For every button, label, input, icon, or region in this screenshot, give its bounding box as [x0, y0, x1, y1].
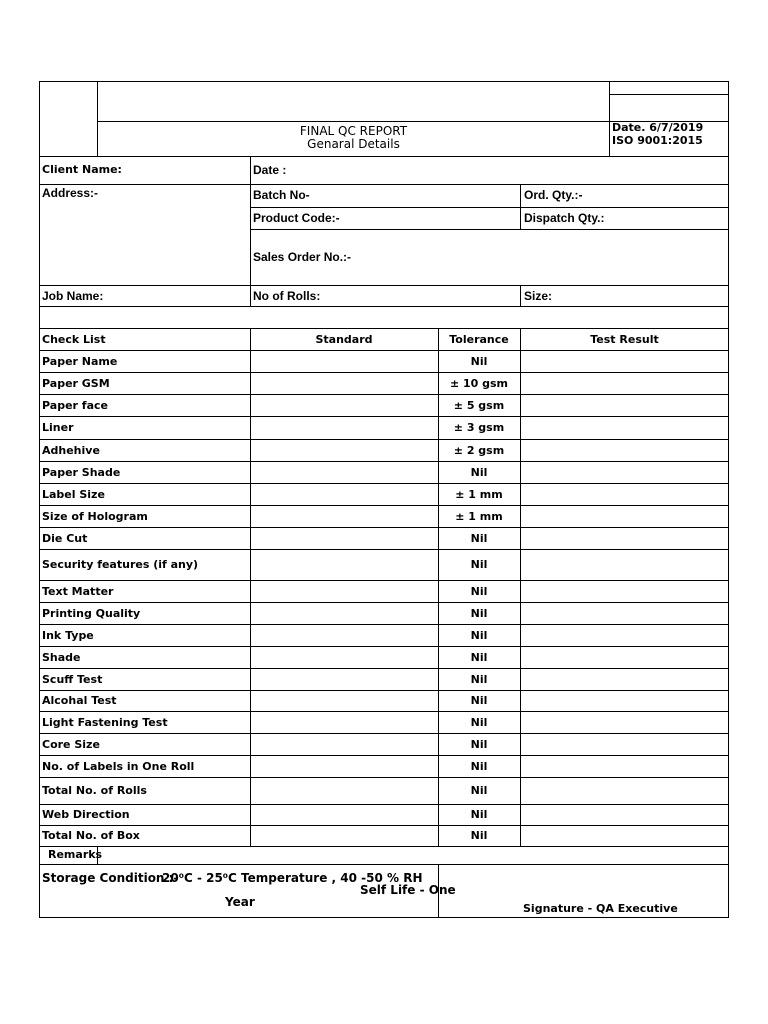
divider: [97, 121, 609, 122]
tolerance-value: Nil: [470, 584, 488, 598]
divider: [250, 156, 251, 306]
checklist-item: Alcohal Test: [42, 694, 117, 707]
divider: [39, 184, 729, 185]
job-name-label: Job Name:: [42, 289, 104, 303]
tolerance-value: Nil: [470, 829, 488, 842]
checklist-item: Paper Shade: [42, 465, 121, 479]
remarks-label: Remarks: [48, 848, 103, 861]
tolerance-value: ± 1 mm: [455, 509, 503, 523]
checklist-item: No. of Labels in One Roll: [42, 759, 195, 773]
divider: [520, 184, 521, 229]
tolerance-value: Nil: [470, 606, 488, 620]
divider: [39, 306, 729, 307]
tolerance-value: ± 2 gsm: [453, 443, 505, 457]
divider: [39, 864, 729, 865]
divider: [520, 285, 521, 306]
checklist-item: Size of Hologram: [42, 509, 148, 523]
checklist-item: Light Fastening Test: [42, 715, 168, 729]
checklist-item: Paper face: [42, 398, 108, 412]
divider: [609, 81, 610, 157]
self-life-text: Self Life - One: [360, 883, 456, 897]
checklist-item: Shade: [42, 650, 81, 664]
checklist-item: Liner: [42, 421, 74, 434]
divider: [520, 328, 521, 846]
storage-temperature: 20⁰C - 25⁰C Temperature , 40 -50 % RH: [162, 871, 423, 885]
address-label: Address:-: [42, 186, 99, 200]
divider: [250, 328, 251, 846]
tolerance-value: Nil: [470, 672, 488, 686]
batch-no-label: Batch No-: [253, 188, 310, 202]
tolerance-value: ± 3 gsm: [453, 421, 505, 434]
divider: [250, 207, 729, 208]
checklist-item: Paper Name: [42, 354, 118, 368]
checklist-item: Total No. of Rolls: [42, 784, 147, 797]
tolerance-value: Nil: [470, 759, 488, 773]
checklist-item: Die Cut: [42, 531, 88, 545]
tolerance-value: Nil: [470, 558, 488, 571]
tolerance-value: Nil: [470, 715, 488, 729]
tolerance-value: ± 5 gsm: [453, 398, 505, 412]
tolerance-value: Nil: [470, 808, 488, 821]
tolerance-value: Nil: [470, 465, 488, 479]
divider: [39, 846, 729, 847]
tolerance-value: Nil: [470, 354, 488, 368]
date-field-label: Date :: [253, 163, 287, 177]
storage-condition-label: Storage Condition :-: [42, 871, 179, 885]
column-header-standard: Standard: [315, 332, 373, 346]
divider: [609, 94, 729, 95]
tolerance-value: Nil: [470, 628, 488, 642]
divider: [39, 156, 729, 157]
checklist-item: Total No. of Box: [42, 829, 140, 842]
product-code-label: Product Code:-: [253, 211, 340, 225]
checklist-item: Scuff Test: [42, 672, 103, 686]
tolerance-value: Nil: [470, 531, 488, 545]
dispatch-qty-label: Dispatch Qty.:: [524, 211, 605, 225]
checklist-item: Security features (if any): [42, 558, 199, 571]
tolerance-value: ± 10 gsm: [449, 376, 509, 390]
checklist-item: Text Matter: [42, 584, 114, 598]
report-title: FINAL QC REPORT: [299, 124, 408, 138]
iso-label: ISO 9001:2015: [612, 134, 703, 147]
client-name-label: Client Name:: [42, 163, 122, 176]
divider: [250, 229, 729, 230]
column-header-test-result: Test Result: [590, 332, 659, 346]
date-label: Date. 6/7/2019: [612, 121, 704, 134]
size-label: Size:: [524, 289, 553, 303]
tolerance-value: Nil: [470, 694, 488, 707]
divider: [39, 285, 729, 286]
checklist-item: Label Size: [42, 487, 105, 501]
checklist-item: Printing Quality: [42, 606, 141, 620]
tolerance-value: Nil: [470, 737, 488, 751]
tolerance-value: Nil: [470, 650, 488, 664]
column-header-tolerance: Tolerance: [449, 332, 509, 346]
checklist-item: Core Size: [42, 737, 100, 751]
checklist-item: Adhehive: [42, 443, 100, 457]
column-header-check-list: Check List: [42, 332, 106, 346]
no-of-rolls-label: No of Rolls:: [253, 289, 321, 303]
tolerance-value: ± 1 mm: [455, 487, 503, 501]
report-subtitle: Genaral Details: [307, 137, 400, 151]
checklist-item: Paper GSM: [42, 376, 110, 390]
checklist-item: Ink Type: [42, 628, 94, 642]
tolerance-value: Nil: [470, 784, 488, 797]
signature-label: Signature - QA Executive: [523, 902, 678, 915]
ord-qty-label: Ord. Qty.:-: [524, 188, 583, 202]
checklist-item: Web Direction: [42, 808, 130, 821]
self-life-year: Year: [225, 895, 255, 909]
sales-order-label: Sales Order No.:-: [253, 250, 352, 264]
